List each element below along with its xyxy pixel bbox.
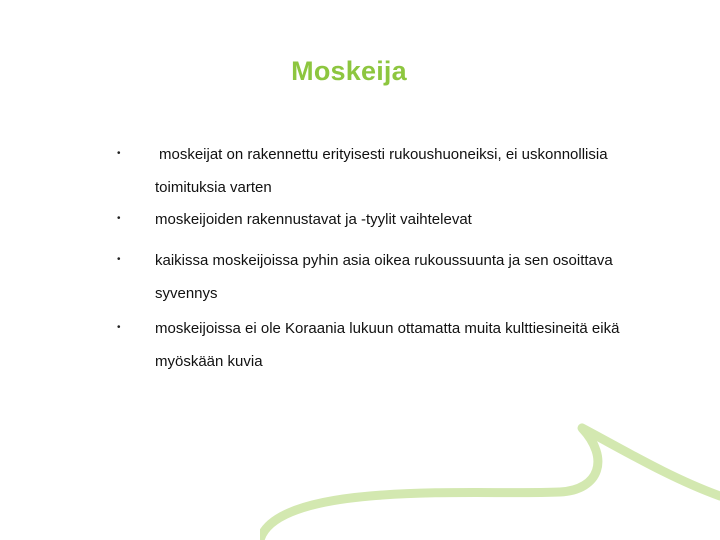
bullet-marker: • bbox=[117, 213, 121, 224]
speech-bubble-swoosh-icon bbox=[260, 418, 720, 540]
bullet-marker: • bbox=[117, 322, 121, 333]
bullet-text-4: moskeijoissa ei ole Koraania lukuun ottamatta muita kulttiesineitä eikä myöskään kuvia bbox=[155, 320, 620, 370]
slide-title: Moskeija bbox=[291, 56, 407, 86]
bullet-text-3: kaikissa moskeijoissa pyhin asia oikea rukoussuunta ja sen osoittava syvennys bbox=[155, 252, 613, 302]
swoosh-outline bbox=[260, 428, 720, 540]
bullet-text-2: moskeijoiden rakennustavat ja -tyylit vaihtelevat bbox=[155, 211, 472, 228]
bullet-marker: • bbox=[117, 148, 121, 159]
bullet-text-1: moskeijat on rakennettu erityisesti rukoushuoneiksi, ei uskonnollisia toimituksia varten bbox=[155, 146, 608, 196]
bullet-marker: • bbox=[117, 254, 121, 265]
